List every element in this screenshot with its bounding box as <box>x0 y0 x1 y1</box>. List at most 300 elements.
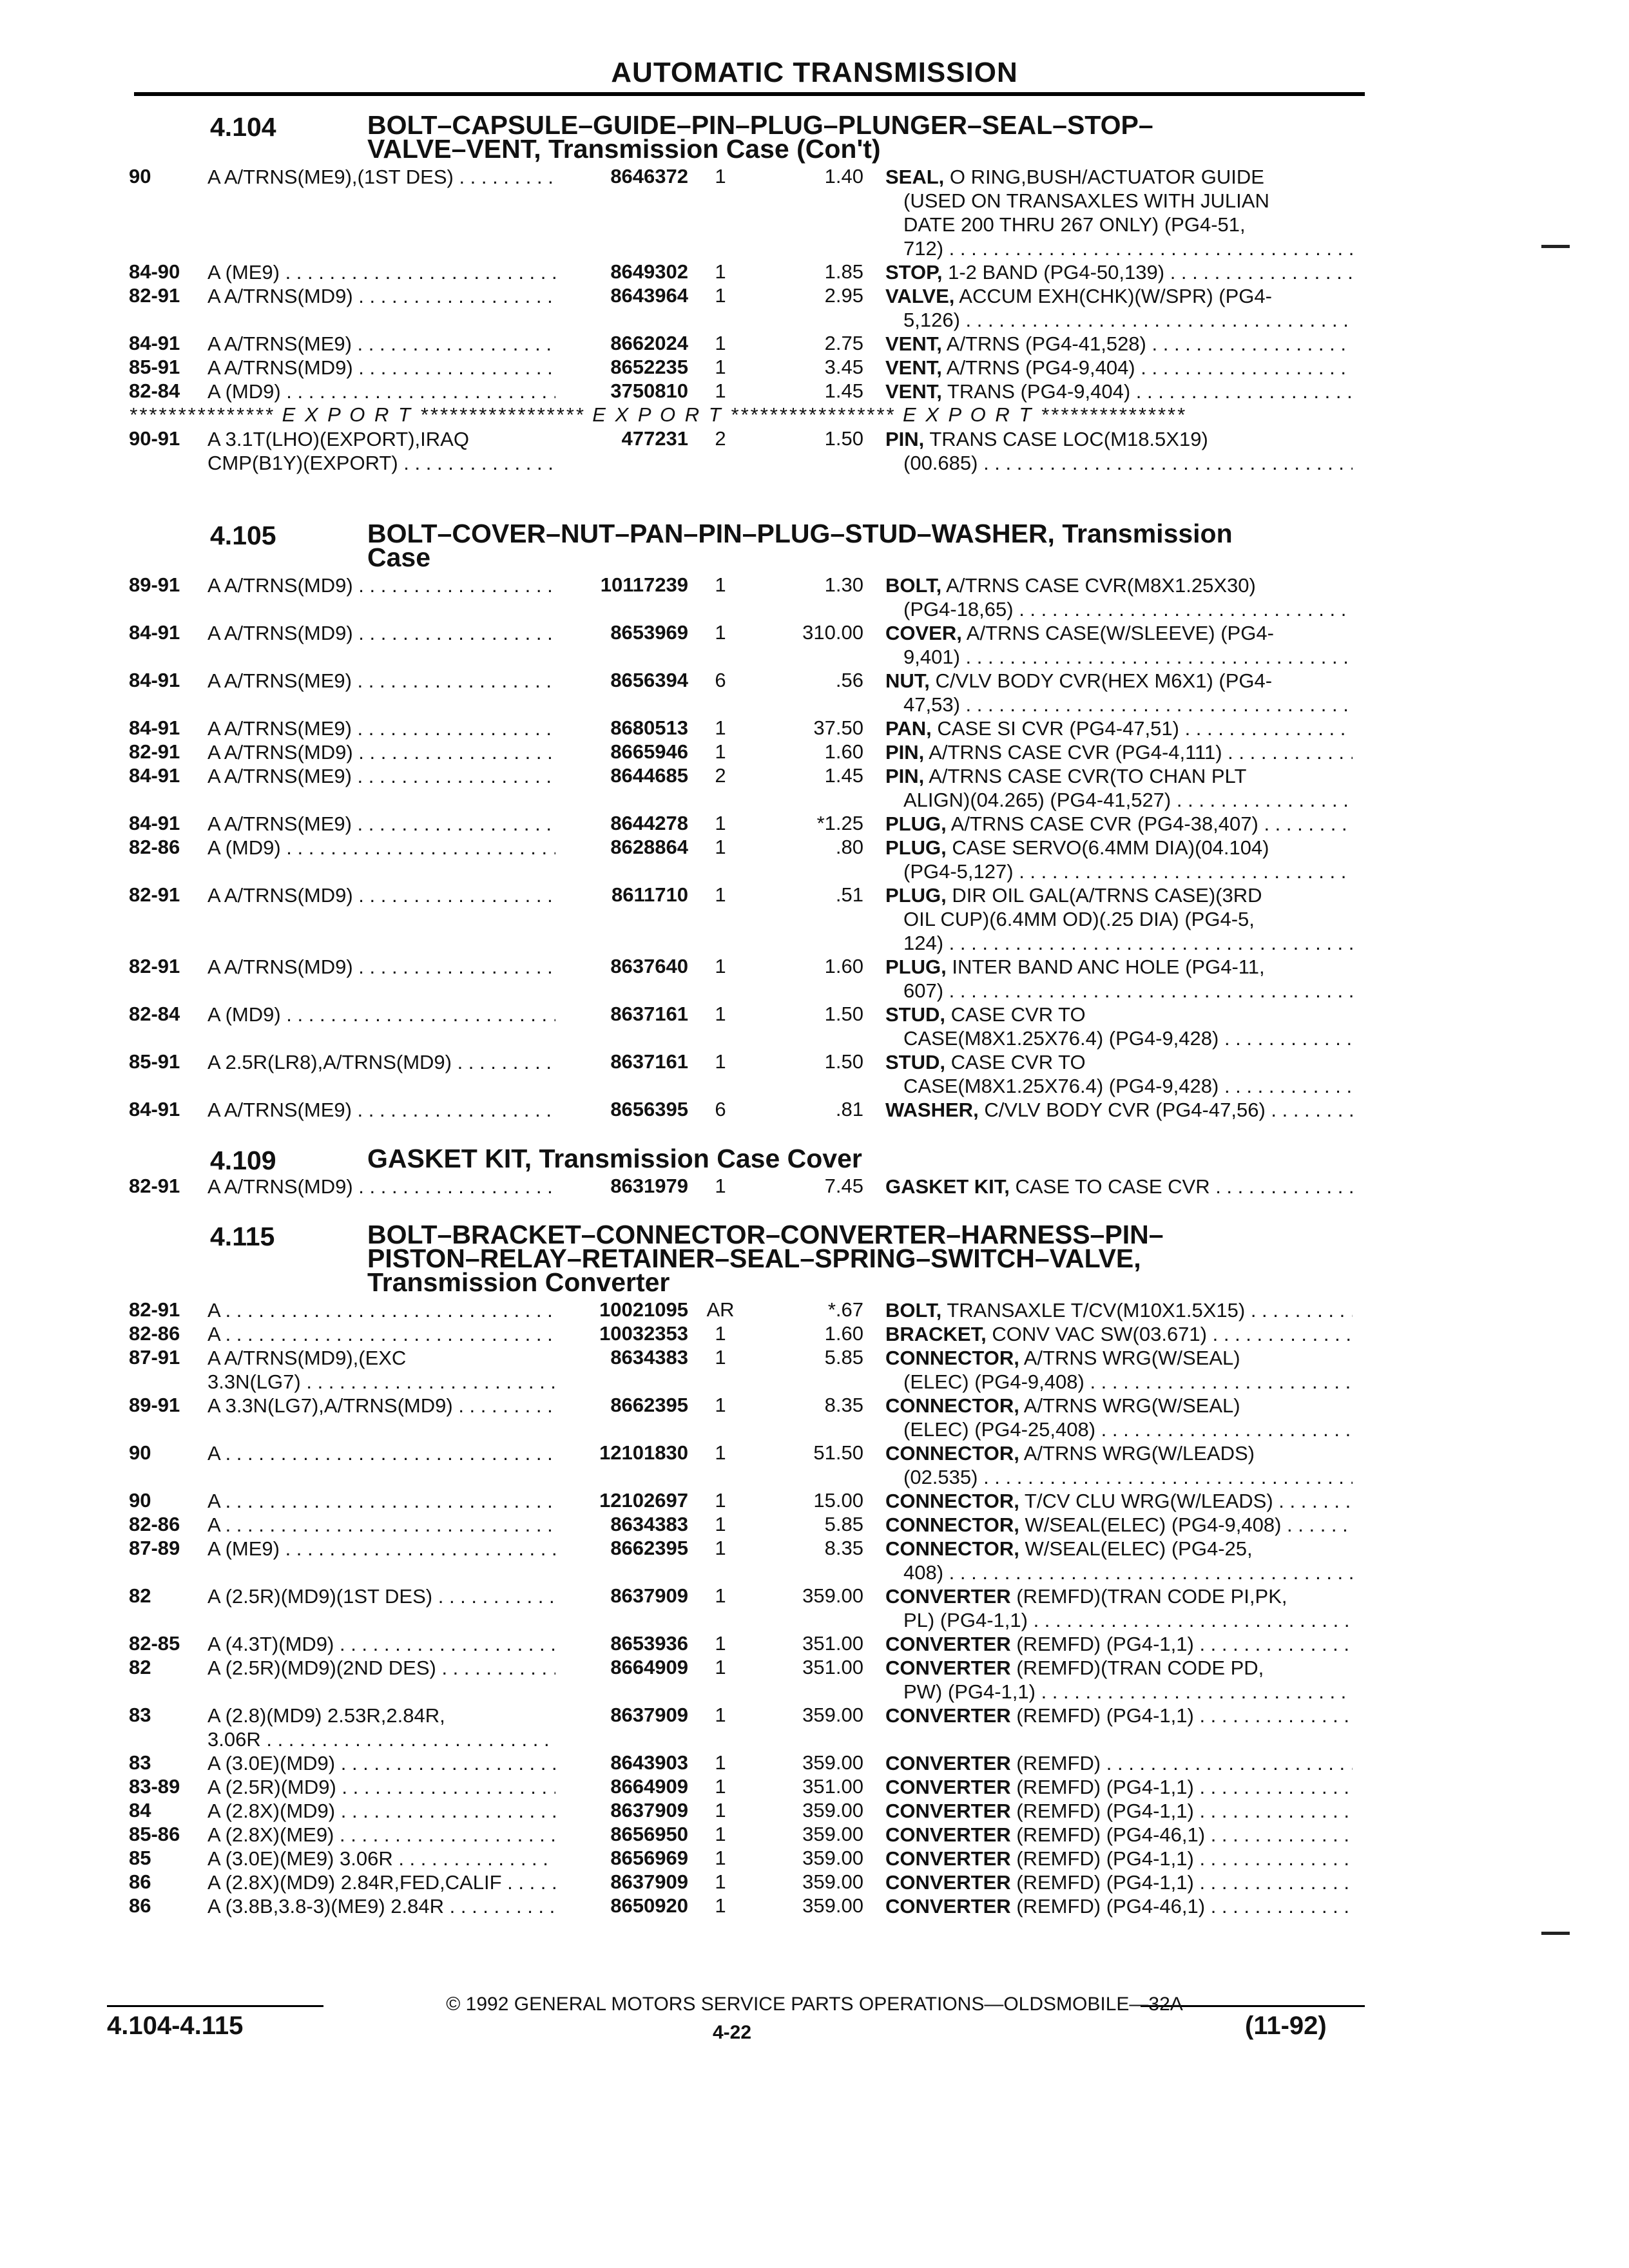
description <box>885 284 1353 332</box>
description-line <box>885 260 1353 284</box>
application <box>207 1823 555 1847</box>
price: 351.00 <box>802 1632 863 1655</box>
part-name: VENT, <box>885 356 942 379</box>
description <box>885 380 1353 403</box>
description-text: A/TRNS CASE(W/SLEEVE) (PG4- <box>966 622 1274 644</box>
part-name: CONVERTER <box>885 1847 1011 1870</box>
description-line <box>885 1823 1353 1847</box>
application <box>207 740 555 764</box>
description-text: TRANS CASE LOC(M18.5X19) <box>929 428 1208 450</box>
quantity: 1 <box>715 1394 726 1416</box>
description-line <box>885 1894 1353 1918</box>
part-name: PIN, <box>885 765 925 787</box>
description-text: CASE(M8X1.25X76.4) (PG4-9,428) <box>903 1027 1219 1050</box>
description-text: (REMFD) (PG4-46,1) <box>1016 1895 1206 1917</box>
section-number: 4.109 <box>210 1146 276 1175</box>
model-years: 85-91 <box>129 1050 180 1073</box>
description-text: T/CV CLU WRG(W/LEADS) <box>1024 1490 1273 1512</box>
part-number: 12101830 <box>599 1441 688 1464</box>
part-name: CONVERTER <box>885 1776 1011 1798</box>
section-title-line: VALVE–VENT, Transmission Case (Con't) <box>367 134 881 164</box>
export-divider: *************** E X P O R T ***************** E X P O R T ***************** E X P O R T *************** <box>129 403 1186 426</box>
part-name: CONVERTER <box>885 1895 1011 1917</box>
description-line <box>885 1847 1353 1870</box>
description-line <box>885 1050 1353 1074</box>
application-line: A A/TRNS(ME9) . . . <box>207 764 555 788</box>
description <box>885 1584 1353 1632</box>
application-line: CMP(B1Y)(EXPORT) . . . <box>207 451 555 475</box>
description-line <box>885 284 1353 308</box>
part-number: 8653969 <box>610 621 688 644</box>
part-number: 8662395 <box>610 1394 688 1416</box>
description <box>885 1823 1353 1847</box>
application <box>207 1003 555 1026</box>
section-title-line: Case <box>367 543 431 572</box>
application <box>207 836 555 860</box>
application <box>207 1298 555 1322</box>
application <box>207 1513 555 1537</box>
model-years: 84-91 <box>129 764 180 787</box>
description-line <box>885 1608 1353 1632</box>
part-name: BOLT, <box>885 1299 942 1321</box>
footer-page-number: 4-22 <box>713 2022 752 2043</box>
application <box>207 332 555 356</box>
footer-copyright: © 1992 GENERAL MOTORS SERVICE PARTS OPERATIONS—OLDSMOBILE—32A <box>446 1994 1183 2015</box>
model-years: 83 <box>129 1751 151 1774</box>
part-number: 12102697 <box>599 1489 688 1512</box>
description-line <box>885 1003 1353 1026</box>
price: 37.50 <box>813 716 863 739</box>
application <box>207 1322 555 1346</box>
description-text: (PG4-5,127) <box>903 860 1014 883</box>
model-years: 87-91 <box>129 1346 180 1369</box>
application-line: A 3.1T(LHO)(EXPORT),IRAQ <box>207 428 469 450</box>
part-number: 8644278 <box>610 812 688 834</box>
part-name: CONNECTOR, <box>885 1537 1019 1560</box>
description-line <box>885 669 1353 693</box>
part-name: STUD, <box>885 1051 945 1073</box>
description-text: C/VLV BODY CVR(HEX M6X1) (PG4- <box>935 669 1273 692</box>
description-text: TRANSAXLE T/CV(M10X1.5X15) <box>947 1299 1246 1321</box>
price: .80 <box>835 836 863 858</box>
description-text: DIR OIL GAL(A/TRNS CASE)(3RD <box>952 884 1262 907</box>
application <box>207 621 555 645</box>
application <box>207 1346 555 1394</box>
model-years: 85 <box>129 1847 151 1869</box>
description-line <box>885 1298 1353 1322</box>
description-text: CASE CVR TO <box>950 1003 1086 1026</box>
description <box>885 1751 1353 1775</box>
application-line: A (2.5R)(MD9)(1ST DES) . . . <box>207 1584 555 1608</box>
quantity: 1 <box>715 1894 726 1917</box>
part-name: STOP, <box>885 261 943 284</box>
application-line: A A/TRNS(MD9) . . . <box>207 955 555 979</box>
price: 359.00 <box>802 1823 863 1845</box>
application <box>207 1489 555 1513</box>
application <box>207 1847 555 1870</box>
part-name: PIN, <box>885 428 925 450</box>
application-line: A (3.0E)(ME9) 3.06R . . . <box>207 1847 555 1870</box>
part-name: PLUG, <box>885 836 947 859</box>
part-number: 8662024 <box>610 332 688 354</box>
price: .81 <box>835 1098 863 1120</box>
section-title <box>367 1144 1360 1173</box>
part-number: 8652235 <box>610 356 688 378</box>
application <box>207 669 555 693</box>
description-line <box>885 716 1353 740</box>
description-line <box>885 308 1353 332</box>
description-text: CASE(M8X1.25X76.4) (PG4-9,428) <box>903 1075 1219 1097</box>
application <box>207 1894 555 1918</box>
description <box>885 1003 1353 1050</box>
quantity: 1 <box>715 1441 726 1464</box>
description-text: A/TRNS CASE CVR (PG4-38,407) <box>950 812 1258 835</box>
quantity: 1 <box>715 1799 726 1821</box>
description <box>885 1441 1353 1489</box>
description-line <box>885 1489 1353 1513</box>
part-name: CONVERTER <box>885 1633 1011 1655</box>
price: 359.00 <box>802 1584 863 1607</box>
application-line: A (3.8B,3.8-3)(ME9) 2.84R . . . <box>207 1894 555 1918</box>
description-line <box>885 427 1353 451</box>
quantity: 2 <box>715 427 726 450</box>
description <box>885 669 1353 716</box>
quantity: 1 <box>715 1489 726 1512</box>
model-years: 89-91 <box>129 1394 180 1416</box>
price: 1.60 <box>824 955 863 977</box>
description-text: (ELEC) (PG4-9,408) <box>903 1370 1084 1393</box>
description-line <box>885 1775 1353 1799</box>
description <box>885 1537 1353 1584</box>
quantity: 1 <box>715 573 726 596</box>
description-line <box>885 1465 1353 1489</box>
model-years: 90 <box>129 1489 151 1512</box>
part-name: CONVERTER <box>885 1704 1011 1727</box>
description <box>885 1632 1353 1656</box>
part-number: 8656395 <box>610 1098 688 1120</box>
price: 15.00 <box>813 1489 863 1512</box>
description-line <box>885 1680 1353 1704</box>
description-line <box>885 621 1353 645</box>
description-text: CONV VAC SW(03.671) <box>992 1323 1207 1345</box>
application <box>207 1441 555 1465</box>
application-line: A A/TRNS(ME9),(1ST DES) . . . <box>207 165 555 189</box>
quantity: 1 <box>715 1584 726 1607</box>
application-line: A A/TRNS(MD9) . . . <box>207 1175 555 1198</box>
model-years: 90 <box>129 1441 151 1464</box>
description-text: A/TRNS (PG4-9,404) <box>946 356 1135 379</box>
part-number: 8637909 <box>610 1870 688 1893</box>
description-line <box>885 1346 1353 1370</box>
application <box>207 1632 555 1656</box>
model-years: 82-86 <box>129 836 180 858</box>
description-text: PL) (PG4-1,1) <box>903 1609 1028 1631</box>
price: 359.00 <box>802 1799 863 1821</box>
description-line <box>885 451 1353 475</box>
application <box>207 716 555 740</box>
description <box>885 427 1353 475</box>
part-name: PLUG, <box>885 812 947 835</box>
description-line <box>885 1322 1353 1346</box>
price: 1.30 <box>824 573 863 596</box>
application-line: A (2.8X)(ME9) . . . <box>207 1823 555 1847</box>
price: 1.45 <box>824 380 863 402</box>
description-text: (USED ON TRANSAXLES WITH JULIAN <box>903 189 1269 212</box>
quantity: 1 <box>715 284 726 307</box>
application-line: A (2.5R)(MD9) . . . <box>207 1775 555 1799</box>
description <box>885 1394 1353 1441</box>
section-number: 4.104 <box>210 112 276 142</box>
description-text: (ELEC) (PG4-25,408) <box>903 1418 1096 1441</box>
description-line <box>885 1513 1353 1537</box>
application <box>207 1098 555 1122</box>
quantity: 1 <box>715 812 726 834</box>
part-name: VENT, <box>885 332 942 355</box>
description-line <box>885 1751 1353 1775</box>
description-text: C/VLV BODY CVR (PG4-47,56) <box>984 1099 1266 1121</box>
description <box>885 621 1353 669</box>
model-years: 84-91 <box>129 332 180 354</box>
application <box>207 1704 555 1751</box>
quantity: 1 <box>715 1346 726 1369</box>
description-line <box>885 1537 1353 1561</box>
quantity: 1 <box>715 1775 726 1798</box>
application-line: A . . . <box>207 1513 555 1537</box>
model-years: 82-91 <box>129 1298 180 1321</box>
application <box>207 356 555 380</box>
description-line <box>885 1656 1353 1680</box>
description-text: PW) (PG4-1,1) <box>903 1680 1036 1703</box>
price: 359.00 <box>802 1751 863 1774</box>
description <box>885 1322 1353 1346</box>
description-text: 124) <box>903 932 944 954</box>
description-line <box>885 332 1353 356</box>
model-years: 82 <box>129 1584 151 1607</box>
part-name: NUT, <box>885 669 930 692</box>
part-name: CONNECTOR, <box>885 1347 1019 1369</box>
price: *.67 <box>827 1298 863 1321</box>
quantity: 1 <box>715 332 726 354</box>
description <box>885 716 1353 740</box>
description-text: O RING,BUSH/ACTUATOR GUIDE <box>949 166 1264 188</box>
description-text: 47,53) <box>903 693 960 716</box>
part-number: 8649302 <box>610 260 688 283</box>
description <box>885 1656 1353 1704</box>
application-line: A (2.8)(MD9) 2.53R,2.84R, <box>207 1704 445 1727</box>
description-line <box>885 955 1353 979</box>
description-line <box>885 883 1353 907</box>
part-number: 8637909 <box>610 1799 688 1821</box>
model-years: 82-86 <box>129 1322 180 1345</box>
application <box>207 165 555 189</box>
description-line <box>885 236 1353 260</box>
description <box>885 812 1353 836</box>
description <box>885 332 1353 356</box>
part-name: BOLT, <box>885 574 942 597</box>
price: 1.50 <box>824 427 863 450</box>
description-line <box>885 356 1353 380</box>
description-text: (REMFD) (PG4-46,1) <box>1016 1823 1206 1846</box>
quantity: 1 <box>715 356 726 378</box>
price: 310.00 <box>802 621 863 644</box>
quantity: 1 <box>715 1870 726 1893</box>
part-number: 10032353 <box>599 1322 688 1345</box>
application-line: A (MD9) . . . <box>207 380 555 403</box>
application-line: A A/TRNS(ME9) . . . <box>207 332 555 356</box>
application <box>207 1775 555 1799</box>
description-text: 5,126) <box>903 309 960 331</box>
part-number: 8637909 <box>610 1704 688 1726</box>
description <box>885 1847 1353 1870</box>
model-years: 86 <box>129 1894 151 1917</box>
description <box>885 356 1353 380</box>
description-line <box>885 1394 1353 1418</box>
price: 1.40 <box>824 165 863 187</box>
quantity: 1 <box>715 1823 726 1845</box>
part-number: 8664909 <box>610 1656 688 1678</box>
description-text: CASE SI CVR (PG4-47,51) <box>937 717 1179 740</box>
footer-section-range: 4.104-4.115 <box>107 2012 244 2040</box>
application-line: A (2.5R)(MD9)(2ND DES) . . . <box>207 1656 555 1680</box>
price: 7.45 <box>824 1175 863 1197</box>
description-text: (REMFD) (PG4-1,1) <box>1016 1633 1194 1655</box>
application <box>207 260 555 284</box>
description-text: A/TRNS CASE CVR(M8X1.25X30) <box>946 574 1256 597</box>
model-years: 87-89 <box>129 1537 180 1559</box>
description-text: (PG4-18,65) <box>903 598 1014 620</box>
description <box>885 764 1353 812</box>
description-text: W/SEAL(ELEC) (PG4-25, <box>1025 1537 1253 1560</box>
part-name: CONVERTER <box>885 1871 1011 1894</box>
part-number: 8653936 <box>610 1632 688 1655</box>
part-number: 8634383 <box>610 1346 688 1369</box>
description-text: (REMFD) (PG4-1,1) <box>1016 1704 1194 1727</box>
application-line: A (MD9) . . . <box>207 836 555 860</box>
part-number: 8637909 <box>610 1584 688 1607</box>
description-text: (REMFD) (PG4-1,1) <box>1016 1800 1194 1822</box>
part-name: PAN, <box>885 717 932 740</box>
description-text: (02.535) <box>903 1466 978 1488</box>
description-text: ALIGN)(04.265) (PG4-41,527) <box>903 789 1171 811</box>
description-line <box>885 1561 1353 1584</box>
model-years: 84-91 <box>129 621 180 644</box>
description-line <box>885 597 1353 621</box>
part-number: 8665946 <box>610 740 688 763</box>
quantity: 6 <box>715 669 726 691</box>
model-years: 82-86 <box>129 1513 180 1535</box>
application-line: A A/TRNS(ME9) . . . <box>207 716 555 740</box>
description-line <box>885 693 1353 716</box>
description-line <box>885 1870 1353 1894</box>
application-line: A A/TRNS(MD9),(EXC <box>207 1347 407 1369</box>
description-line <box>885 1418 1353 1441</box>
part-number: 8644685 <box>610 764 688 787</box>
part-number: 8656394 <box>610 669 688 691</box>
application-line: A A/TRNS(ME9) . . . <box>207 1098 555 1122</box>
description-line <box>885 931 1353 955</box>
price: 1.45 <box>824 764 863 787</box>
part-number: 8628864 <box>610 836 688 858</box>
description-line <box>885 979 1353 1003</box>
price: 2.75 <box>824 332 863 354</box>
page-title: AUTOMATIC TRANSMISSION <box>611 57 1018 88</box>
margin-mark <box>1541 1932 1570 1935</box>
price: 359.00 <box>802 1704 863 1726</box>
part-number: 3750810 <box>610 380 688 402</box>
price: .56 <box>835 669 863 691</box>
application <box>207 1584 555 1608</box>
quantity: AR <box>706 1298 735 1321</box>
description <box>885 740 1353 764</box>
part-name: CONNECTOR, <box>885 1490 1019 1512</box>
description-text: ACCUM EXH(CHK)(W/SPR) (PG4- <box>959 285 1272 307</box>
footer-date: (11-92) <box>1245 2012 1327 2040</box>
application-line: A (MD9) . . . <box>207 1003 555 1026</box>
application <box>207 1537 555 1561</box>
application-line: A (ME9) . . . <box>207 260 555 284</box>
price: 1.50 <box>824 1050 863 1073</box>
part-number: 8680513 <box>610 716 688 739</box>
quantity: 1 <box>715 1322 726 1345</box>
price: *1.25 <box>816 812 863 834</box>
description <box>885 1489 1353 1513</box>
application-line: A A/TRNS(ME9) . . . <box>207 669 555 693</box>
description-text: TRANS (PG4-9,404) <box>947 380 1131 403</box>
quantity: 1 <box>715 1751 726 1774</box>
description-text: A/TRNS CASE CVR (PG4-4,111) <box>929 741 1222 764</box>
description <box>885 1050 1353 1098</box>
application-line: A A/TRNS(MD9) . . . <box>207 621 555 645</box>
part-name: STUD, <box>885 1003 945 1026</box>
description-text: DATE 200 THRU 267 ONLY) (PG4-51, <box>903 213 1246 236</box>
quantity: 6 <box>715 1098 726 1120</box>
application-line: A A/TRNS(MD9) . . . <box>207 356 555 380</box>
quantity: 1 <box>715 1847 726 1869</box>
part-name: BRACKET, <box>885 1323 987 1345</box>
section-title-line: BOLT–COVER–NUT–PAN–PIN–PLUG–STUD–WASHER, Transmission <box>367 519 1233 548</box>
application-line: A A/TRNS(MD9) . . . <box>207 284 555 308</box>
description-text: (REMFD) <box>1016 1752 1101 1774</box>
price: 1.60 <box>824 1322 863 1345</box>
model-years: 82-84 <box>129 380 180 402</box>
model-years: 84-91 <box>129 669 180 691</box>
part-number: 477231 <box>621 427 688 450</box>
description-text: (REMFD)(TRAN CODE PI,PK, <box>1016 1585 1287 1608</box>
price: .51 <box>835 883 863 906</box>
model-years: 83-89 <box>129 1775 180 1798</box>
price: 2.95 <box>824 284 863 307</box>
application <box>207 1175 555 1198</box>
description-text: (REMFD) (PG4-1,1) <box>1016 1847 1194 1870</box>
application <box>207 1050 555 1074</box>
quantity: 1 <box>715 1175 726 1197</box>
application-line: A A/TRNS(MD9) . . . <box>207 573 555 597</box>
description <box>885 1870 1353 1894</box>
part-name: WASHER, <box>885 1099 979 1121</box>
description-line <box>885 860 1353 883</box>
description-line <box>885 1704 1353 1727</box>
application-line: A . . . <box>207 1489 555 1513</box>
model-years: 83 <box>129 1704 151 1726</box>
part-name: CONVERTER <box>885 1657 1011 1679</box>
application-line: A A/TRNS(ME9) . . . <box>207 812 555 836</box>
part-number: 8637161 <box>610 1003 688 1025</box>
description <box>885 1799 1353 1823</box>
description-line <box>885 165 1353 189</box>
application-line: 3.3N(LG7) . . . <box>207 1370 555 1394</box>
description-line <box>885 1370 1353 1394</box>
part-number: 8634383 <box>610 1513 688 1535</box>
